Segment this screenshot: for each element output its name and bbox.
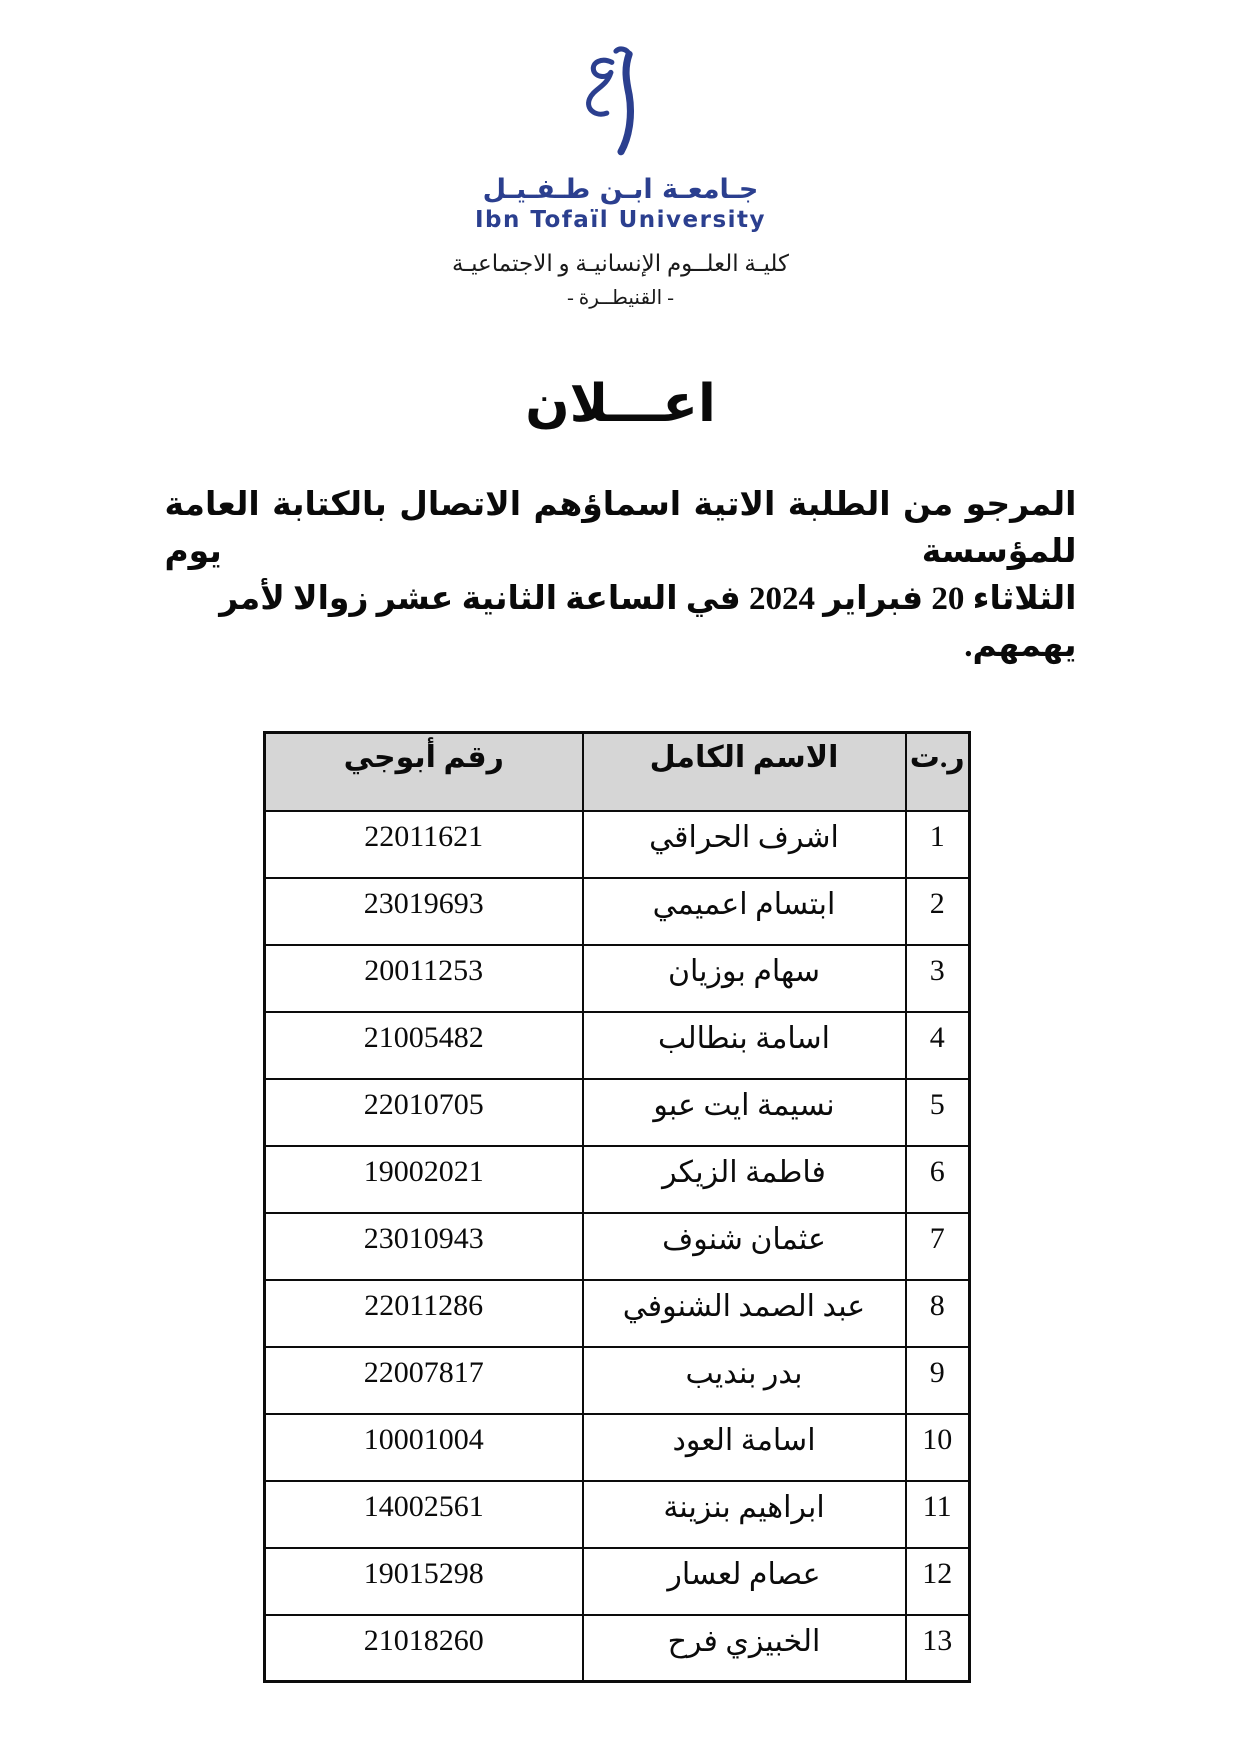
students-table-header [265, 733, 970, 811]
row-serial: 7 [906, 1213, 970, 1280]
row-full-name: ابتسام اعميمي [583, 878, 906, 945]
row-apogee-number: 22010705 [265, 1079, 583, 1146]
row-apogee-number: 22011286 [265, 1280, 583, 1347]
row-full-name: الخبيزي فرح [583, 1615, 906, 1682]
row-full-name: ابراهيم بنزينة [583, 1481, 906, 1548]
row-full-name: فاطمة الزيكر [583, 1146, 906, 1213]
table-row [265, 811, 970, 878]
row-apogee-number: 21018260 [265, 1615, 583, 1682]
row-apogee-number: 23019693 [265, 878, 583, 945]
row-full-name: عصام لعسار [583, 1548, 906, 1615]
table-row [265, 878, 970, 945]
row-apogee-number: 10001004 [265, 1414, 583, 1481]
university-letterhead [0, 0, 1241, 310]
header-apogee-number: رقم أبوجي [265, 733, 583, 811]
row-apogee-number: 19015298 [265, 1548, 583, 1615]
row-apogee-number: 22011621 [265, 811, 583, 878]
table-row [265, 1414, 970, 1481]
table-row [265, 1280, 970, 1347]
table-row [265, 1079, 970, 1146]
row-serial: 4 [906, 1012, 970, 1079]
students-table [263, 731, 971, 1683]
header-row [265, 733, 970, 811]
ibn-tofail-logo-icon [565, 42, 677, 170]
row-serial: 12 [906, 1548, 970, 1615]
row-serial: 9 [906, 1347, 970, 1414]
row-serial: 13 [906, 1615, 970, 1682]
row-full-name: عبد الصمد الشنوفي [583, 1280, 906, 1347]
table-row [265, 1213, 970, 1280]
header-serial: ر.ت [906, 733, 970, 811]
row-apogee-number: 23010943 [265, 1213, 583, 1280]
row-apogee-number: 19002021 [265, 1146, 583, 1213]
table-row [265, 1481, 970, 1548]
row-apogee-number: 21005482 [265, 1012, 583, 1079]
row-full-name: نسيمة ايت عبو [583, 1079, 906, 1146]
students-table-body [265, 811, 970, 1682]
row-serial: 3 [906, 945, 970, 1012]
city-name: - القنيطــرة - [567, 287, 674, 309]
row-serial: 6 [906, 1146, 970, 1213]
table-row [265, 1146, 970, 1213]
table-row [265, 1012, 970, 1079]
row-full-name: اسامة بنطالب [583, 1012, 906, 1079]
announcement-line-1: المرجو من الطلبة الاتية اسماؤهم الاتصال بالكتابة العامة للمؤسسة يوم [164, 487, 1077, 570]
university-name-latin: Ibn Tofaïl University [474, 207, 767, 233]
faculty-name: كليـة العلــوم الإنسانيـة و الاجتماعيـة [452, 251, 789, 276]
row-serial: 2 [906, 878, 970, 945]
row-full-name: اسامة العود [583, 1414, 906, 1481]
row-full-name: بدر بنديب [583, 1347, 906, 1414]
announcement-line-2: الثلاثاء 20 فبراير 2024 في الساعة الثانية عشر زوالا لأمر يهمهم. [219, 580, 1077, 664]
table-row [265, 1548, 970, 1615]
row-serial: 1 [906, 811, 970, 878]
header-full-name: الاسم الكامل [583, 733, 906, 811]
row-serial: 5 [906, 1079, 970, 1146]
row-full-name: عثمان شنوف [583, 1213, 906, 1280]
announcement-paragraph [165, 482, 1077, 669]
row-serial: 8 [906, 1280, 970, 1347]
row-apogee-number: 20011253 [265, 945, 583, 1012]
page-title: اعـــلان [525, 376, 716, 433]
row-full-name: سهام بوزيان [583, 945, 906, 1012]
table-row [265, 1347, 970, 1414]
table-row [265, 1615, 970, 1682]
university-name-arabic: جـامعـة ابـن طـفـيـل [482, 174, 759, 205]
row-full-name: اشرف الحراقي [583, 811, 906, 878]
row-apogee-number: 22007817 [265, 1347, 583, 1414]
table-row [265, 945, 970, 1012]
row-serial: 10 [906, 1414, 970, 1481]
row-apogee-number: 14002561 [265, 1481, 583, 1548]
row-serial: 11 [906, 1481, 970, 1548]
